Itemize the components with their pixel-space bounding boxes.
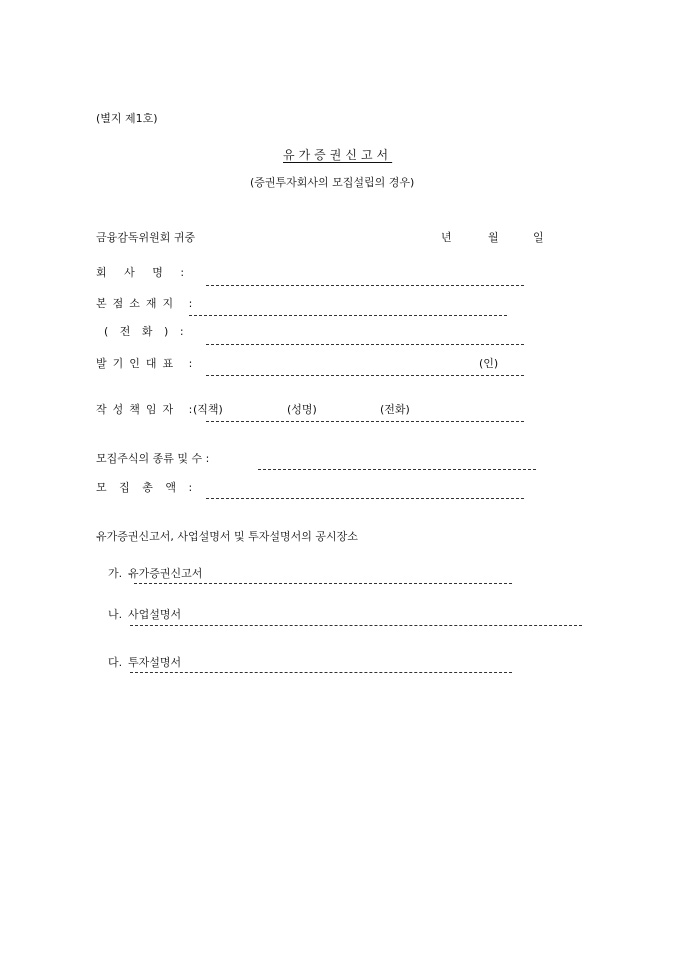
page-subtitle: (증권투자회사의 모집설립의 경우) xyxy=(250,176,415,189)
share-type-label: 모집주식의 종류 및 수 : xyxy=(96,452,210,465)
position-label: (직책) xyxy=(193,403,223,416)
page-title: 유가증권신고서 xyxy=(283,148,393,162)
share-type-field[interactable] xyxy=(258,469,536,470)
phone-field[interactable] xyxy=(206,344,524,345)
promoter-rep-label: 발기인대표 : xyxy=(96,357,199,370)
disclosure-item-3: 투자설명서 xyxy=(128,656,182,669)
tel-label: (전화) xyxy=(380,403,410,416)
promoter-rep-field[interactable] xyxy=(206,375,524,376)
seal-mark: (인) xyxy=(479,357,499,370)
disclosure-heading: 유가증권신고서, 사업설명서 및 투자설명서의 공시장소 xyxy=(96,530,358,543)
addressee: 금융감독위원회 귀중 xyxy=(96,231,196,244)
disclosure-marker-3: 다. xyxy=(108,656,123,669)
company-name-label: 회 사 명 : xyxy=(96,266,185,279)
head-office-label: 본점소재지 : xyxy=(96,297,199,310)
date-year-label: 년 xyxy=(441,231,452,244)
disclosure-item-2: 사업설명서 xyxy=(128,608,182,621)
total-amount-field[interactable] xyxy=(206,498,524,499)
disclosure-field-3[interactable] xyxy=(130,672,512,673)
disclosure-item-1: 유가증권신고서 xyxy=(128,567,203,580)
disclosure-marker-2: 나. xyxy=(108,608,123,621)
disclosure-field-1[interactable] xyxy=(134,583,512,584)
disclosure-field-2[interactable] xyxy=(130,625,582,626)
date-day-label: 일 xyxy=(533,231,544,244)
phone-label: ( 전 화 ) : xyxy=(104,325,184,338)
form-number: (별지 제1호) xyxy=(96,112,158,125)
company-name-field[interactable] xyxy=(206,285,524,286)
preparer-label: 작성책임자 : xyxy=(96,403,199,416)
preparer-field[interactable] xyxy=(206,421,524,422)
head-office-field[interactable] xyxy=(189,315,507,316)
disclosure-marker-1: 가. xyxy=(108,567,123,580)
date-month-label: 월 xyxy=(488,231,499,244)
total-amount-label: 모 집 총 액 : xyxy=(96,481,193,494)
name-label: (성명) xyxy=(287,403,317,416)
